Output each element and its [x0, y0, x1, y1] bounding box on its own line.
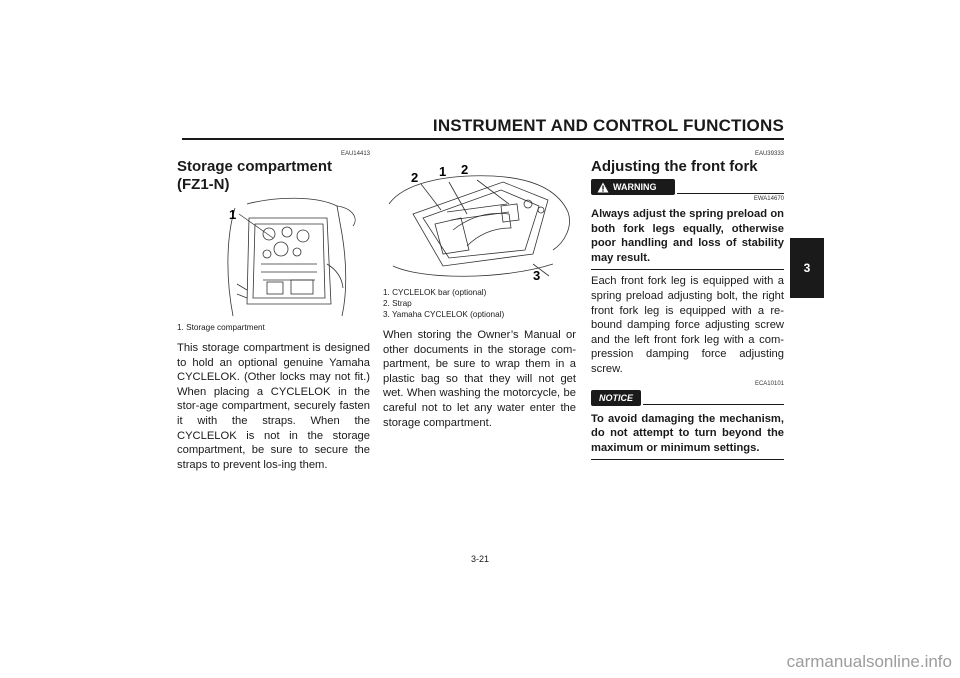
storage-paragraph: This storage compartment is designed to hold an optional genuine Yamaha CYCLELOK. (Other locks may not fit.) When placing a CYCLELOK in the stor-age compartment, securely fasten it with the straps. When the CYCLELOK is not in the storage compartment, be sure to secure the straps to prevent los-ing them.: [177, 342, 370, 471]
notice-code: ECA10101: [754, 380, 784, 387]
figure-callout-1: 1: [439, 164, 447, 179]
column-front-fork: [591, 150, 784, 464]
figure-captions: [177, 322, 370, 333]
warning-text: Always adjust the spring preload on both fork legs equally, otherwise poor handling and loss of stability may result.: [591, 208, 784, 264]
figure-callout-2-left: 2: [411, 170, 419, 185]
section-code: EAU14413: [340, 151, 370, 157]
figure-captions: [383, 287, 576, 320]
section-heading: Adjusting the front fork: [591, 158, 758, 175]
warning-label: WARNING: [613, 182, 657, 192]
figure-callout-1: 1: [229, 207, 237, 222]
caption-2: 2. Strap: [383, 299, 412, 308]
page-number: 3-21: [470, 554, 489, 564]
warning-rule: [677, 193, 784, 194]
caption-1: 1. CYCLELOK bar (optional): [383, 288, 487, 297]
section-code: EAU39333: [754, 151, 784, 157]
caption-1: 1. Storage compartment: [177, 323, 265, 332]
notice-badge: NOTICE: [591, 390, 641, 406]
storing-documents-paragraph: When storing the Owner’s Manual or other documents in the storage com-partment, be sure to wrap them in a plastic bag so that they will not get wet. When washing the motorcycle, be careful not to let any water enter the storage compartment.: [383, 329, 576, 429]
warning-header: [591, 179, 784, 197]
column-storage-compartment: [177, 150, 370, 472]
figure-callout-3: 3: [533, 268, 541, 283]
section-heading: Storage compartment (FZ1-N): [177, 158, 333, 193]
chapter-tab[interactable]: 3: [790, 238, 824, 298]
figure-callout-2-right: 2: [461, 162, 469, 177]
notice-end-rule: [591, 459, 784, 460]
column-cyclelok: [383, 150, 576, 430]
header-rule: [182, 138, 784, 140]
front-fork-paragraph: Each front fork leg is equipped with a spring preload adjusting bolt, the right front fork leg is equipped with a re-bound damping force adjusting screw and the left front fork leg with a com-pression damping force adjusting screw.: [591, 275, 784, 375]
warning-code: EWA14670: [753, 196, 784, 202]
notice-rule: [643, 404, 784, 405]
storage-compartment-illustration: [177, 194, 370, 319]
notice-text: To avoid damaging the mechanism, do not attempt to turn beyond the maximum or minimum settings.: [591, 412, 784, 454]
warning-triangle-icon: [597, 182, 609, 193]
page-header-title: INSTRUMENT AND CONTROL FUNCTIONS: [432, 116, 784, 135]
watermark-text: carmanualsonline.info: [786, 652, 952, 671]
warning-badge: [591, 179, 675, 195]
warning-end-rule: [591, 269, 784, 270]
caption-3: 3. Yamaha CYCLELOK (optional): [383, 310, 505, 319]
cyclelok-illustration: [383, 154, 576, 284]
notice-header: [591, 390, 784, 408]
